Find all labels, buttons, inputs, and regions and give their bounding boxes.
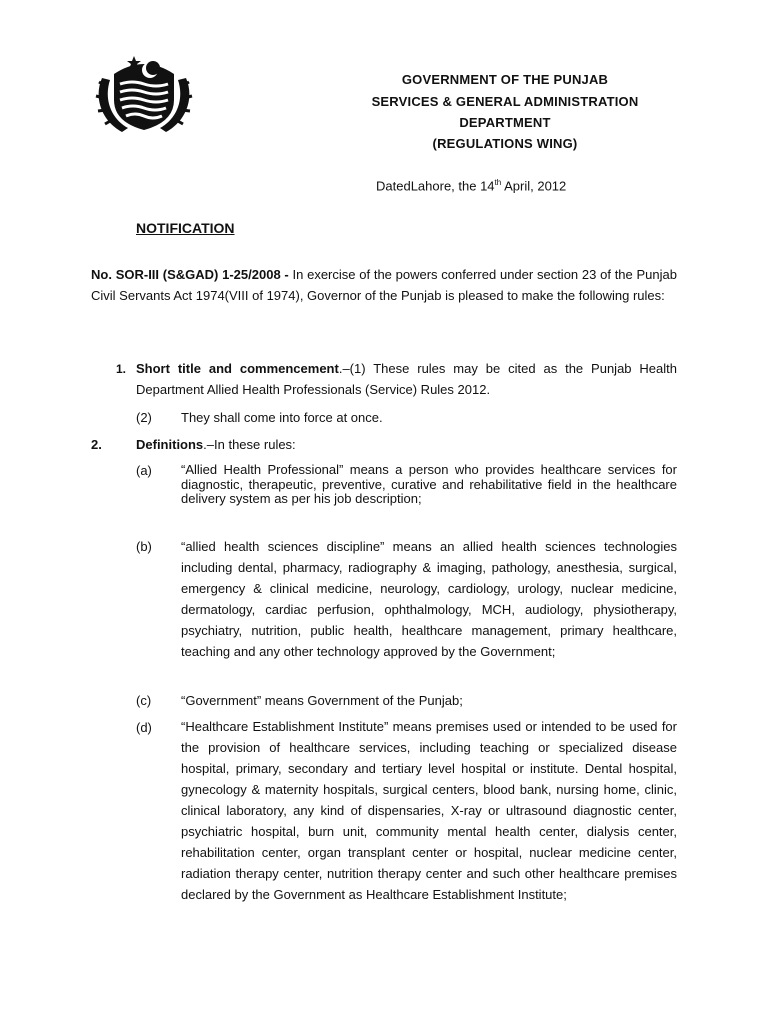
rule-2-paragraph	[136, 437, 296, 452]
intro-reference: No. SOR-III (S&GAD) 1-25/2008 -	[91, 267, 289, 282]
rule-1-text: .–(1) These rules may be cited as the Punjab Health Department Allied Health Professionals (Service) Rules 2012.	[136, 361, 677, 397]
rule-2-number: 2.	[91, 437, 102, 452]
intro-paragraph	[91, 264, 677, 306]
dated-suffix: April, 2012	[501, 178, 567, 194]
definition-a-text: “Allied Health Professional” means a person who provides healthcare services for diagnostic, therapeutic, preventive, curative and rehabilitative field in the healthcare delivery system as per his job description;	[181, 462, 677, 506]
rule-2-text: .–In these rules:	[203, 437, 296, 452]
rule-1-sub-2-text: They shall come into force at once.	[181, 410, 383, 425]
rule-1-number: 1.	[116, 362, 127, 376]
header-line-services: SERVICES & GENERAL ADMINISTRATION	[371, 94, 639, 109]
definition-a-label: (a)	[136, 463, 152, 478]
dated-sup: th	[494, 178, 502, 187]
dated-line	[376, 178, 566, 193]
header-line-department: DEPARTMENT	[459, 115, 551, 130]
definition-d-text: “Healthcare Establishment Institute” means premises used or intended to be used for the provision of healthcare services, including teaching or specialized disease hospital, primary, secondary and tertiary level hospital or institute. Dental hospital, gynecology & maternity hospitals, surgical centers, blood bank, nursing home, clinic, clinical laboratory, any kind of dispensaries, X-ray or ultrasound diagnostic center, psychiatric hospital, burn unit, community mental health center, dialysis center, rehabilitation center, organ transplant center or hospital, nuclear medicine center, radiation therapy center, nutrition therapy center and such other healthcare premises declared by the Government as Healthcare Establishment Institute;	[181, 719, 677, 902]
definition-b-text: “allied health sciences discipline” means an allied health sciences technologies including dental, pharmacy, radiography & imaging, pathology, anesthesia, surgical, emergency & clinical medicine, neurology, cardiology, urology, nuclear medicine, dermatology, cardiac perfusion, ophthalmology, MCH, audiology, physiotherapy, psychiatry, nutrition, public health, healthcare management, primary healthcare, teaching and any other technology approved by the Government;	[181, 539, 677, 659]
rule-1-heading: Short title and commencement	[136, 361, 339, 376]
definition-c-text: “Government” means Government of the Punjab;	[181, 693, 463, 708]
rule-1-sub-2-label: (2)	[136, 410, 152, 425]
punjab-government-emblem-icon	[88, 48, 200, 138]
dated-prefix: DatedLahore, the 14	[376, 178, 495, 194]
notification-title: NOTIFICATION	[136, 220, 235, 236]
header-line-wing: (REGULATIONS WING)	[432, 136, 578, 151]
definition-b-label: (b)	[136, 539, 152, 554]
definition-c-label: (c)	[136, 693, 152, 708]
intro-text: In exercise of the powers conferred under section 23 of the Punjab Civil Servants Act 1974(VIII of 1974), Governor of the Punjab is pleased to make the following rules:	[91, 267, 677, 303]
header-line-government: GOVERNMENT OF THE PUNJAB	[401, 72, 609, 87]
rule-1-paragraph	[136, 358, 677, 400]
definition-d-label: (d)	[136, 720, 152, 735]
rule-2-heading: Definitions	[136, 437, 204, 452]
